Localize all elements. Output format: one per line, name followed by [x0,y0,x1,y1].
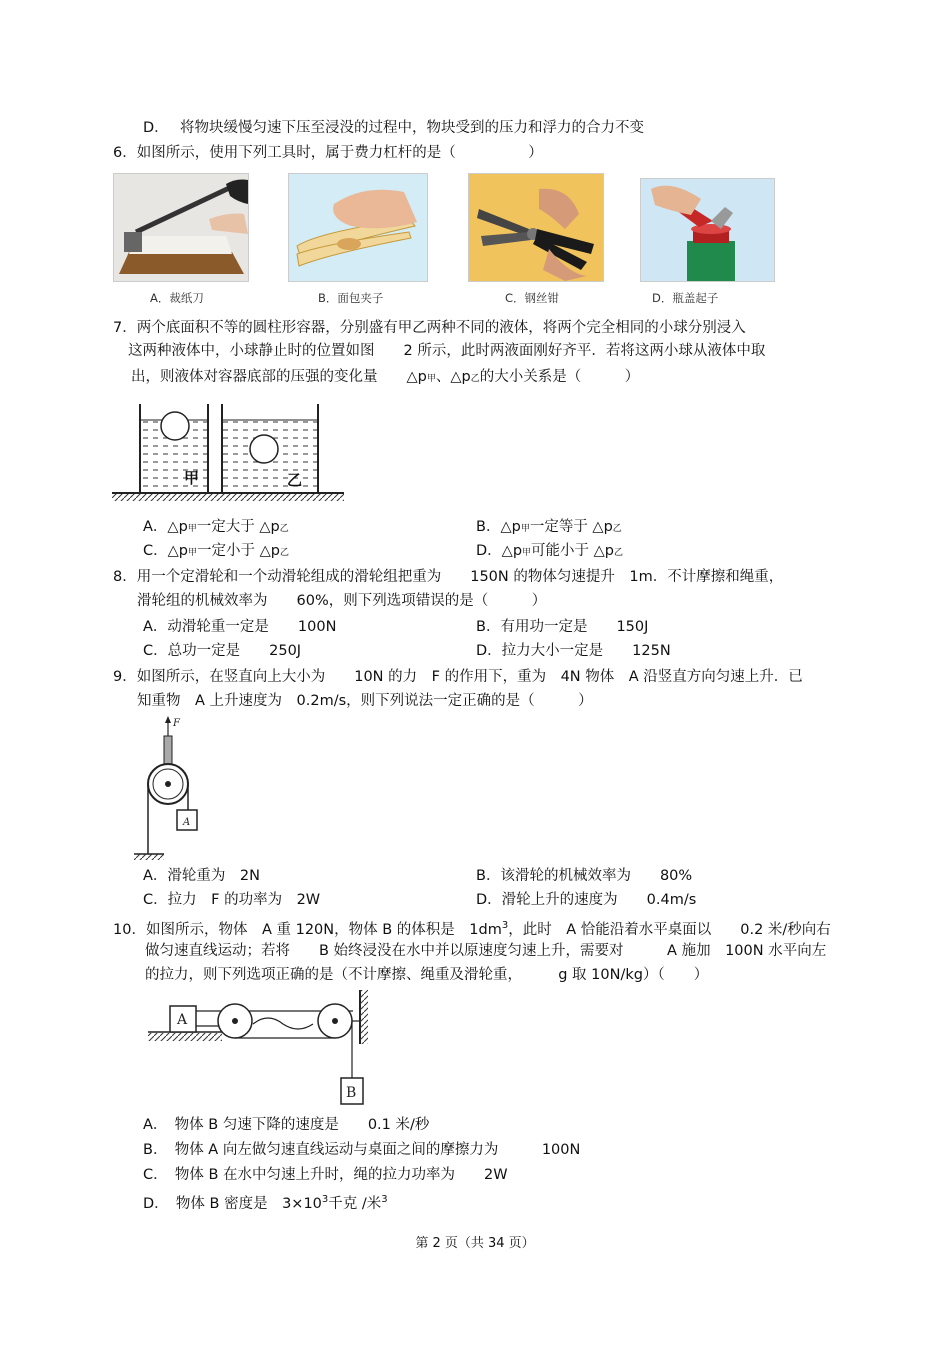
q6-stem: 6．如图所示，使用下列工具时，属于费力杠杆的是（ ） [113,145,543,161]
q10-stem-line2: 做匀速直线运动；若将 B 始终浸没在水中并以原速度匀速上升，需要对 A 施加 100N 水平向左 [145,943,827,959]
q7-opt-d-mid: 可能小于 △p [531,543,615,559]
q7-option-d [476,541,623,563]
q6-caption-c: C．钢丝钳 [505,291,560,305]
q9-option-d: D．滑轮上升的速度为 0.4m/s [476,892,697,908]
q7-opt-b-pre: B．△p [476,519,521,535]
q7-opt-c-mid: 一定小于 △p [197,543,280,559]
q10-option-b: B． 物体 A 向左做匀速直线运动与桌面之间的摩擦力为 100N [143,1142,581,1158]
q7-opt-a-sub1: 甲 [187,524,197,534]
q7-opt-b-sub2: 乙 [612,524,622,534]
bread-tongs-image [288,173,428,282]
q10-option-d [143,1190,388,1214]
q7-opt-d-sub1: 甲 [522,548,532,558]
q9-pulley-figure [130,714,210,860]
q7-line3-part-a: 出，则液体对容器底部的压强的变化量 △p [131,369,427,385]
q7-opt-c-sub1: 甲 [187,548,197,558]
bottle-opener-drawing [641,179,774,281]
label-jia: 甲 [184,469,200,487]
q7-opt-b-mid: 一定等于 △p [529,519,613,535]
q7-opt-a-mid: 一定大于 △p [196,519,280,535]
q8-stem-line1: 8．用一个定滑轮和一个动滑轮组成的滑轮组把重为 150N 的物体匀速提升 1m．不计摩擦和绳重， [113,569,784,585]
q9-option-b: B．该滑轮的机械效率为 80% [476,868,693,884]
q10-opt-d-b: 千克 /米 [328,1195,382,1212]
q8-option-a: A．动滑轮重一定是 100N [143,619,337,635]
q7-sub-jia: 甲 [426,374,436,384]
ball-yi [250,435,278,463]
q7-opt-d-pre: D．△p [476,543,523,559]
q7-opt-a-pre: A．△p [143,519,188,535]
q9-option-a: A．滑轮重为 2N [143,868,260,884]
q6-caption-a: A．裁纸刀 [150,291,204,305]
q8-stem-line2: 滑轮组的机械效率为 60%，则下列选项错误的是（ ） [137,593,547,609]
q7-opt-b-sub1: 甲 [520,524,530,534]
q7-opt-a-sub2: 乙 [279,524,289,534]
block-a-label: A [183,817,191,828]
q10-stem-line1 [113,916,831,940]
ball-jia [161,412,189,440]
q10-line1-a: 10．如图所示，物体 A 重 120N，物体 B 的体积是 1dm [113,921,502,938]
q7-option-c [143,541,289,563]
q7-opt-c-pre: C．△p [143,543,188,559]
q7-sub-yi: 乙 [470,374,480,384]
bread-tongs-drawing [289,174,427,281]
q9-stem-line1: 9．如图所示，在竖直向上大小为 10N 的力 F 的作用下，重为 4N 物体 A 沿竖直方向匀速上升．已 [113,669,803,685]
q7-line3-part-b: 、△p [435,369,471,385]
bottle-opener-image [640,178,775,282]
q10-pulley-system-figure [148,988,378,1108]
q7-stem-line2: 这两种液体中，小球静止时的位置如图 2 所示，此时两液面刚好齐平．若将这两小球从液体中取 [128,343,766,359]
q10-option-c: C． 物体 B 在水中匀速上升时，绳的拉力功率为 2W [143,1167,508,1183]
q9-option-c: C．拉力 F 的功率为 2W [143,892,321,908]
q10-option-a: A． 物体 B 匀速下降的速度是 0.1 米/秒 [143,1117,430,1133]
q7-line3-part-c: 的大小关系是（ ） [479,369,640,385]
q9-stem-line2: 知重物 A 上升速度为 0.2m/s，则下列说法一定正确的是（ ） [137,693,593,709]
q6-caption-b: B．面包夹子 [318,291,384,305]
q10-line1-sup: 3 [501,920,509,931]
paper-cutter-image [113,173,249,282]
q8-option-d: D．拉力大小一定是 125N [476,643,671,659]
q10-opt-d-sup1: 3 [321,1194,329,1205]
q7-option-b [476,517,622,539]
q10-line1-b: ，此时 A 恰能沿着水平桌面以 0.2 米/秒向右 [508,921,831,938]
block-a-label-q10: A [177,1012,188,1028]
q7-stem-line1: 7．两个底面积不等的圆柱形容器，分别盛有甲乙两种不同的液体，将两个完全相同的小球分别浸入 [113,320,746,336]
block-b-label-q10: B [346,1085,357,1101]
q7-opt-d-sub2: 乙 [614,548,624,558]
paper-cutter-drawing [114,174,248,281]
q8-option-b: B．有用功一定是 150J [476,619,649,635]
wire-pliers-image [468,173,604,282]
q7-stem-line3 [131,367,639,389]
q5-option-d-label: D． [143,120,169,136]
q10-opt-d-a: D． 物体 B 密度是 3×10 [143,1195,322,1212]
q7-containers-figure [112,402,344,506]
q10-opt-d-sup2: 3 [381,1194,388,1205]
q6-caption-d: D．瓶盖起子 [652,291,719,305]
wire-pliers-drawing [469,174,603,281]
q7-opt-c-sub2: 乙 [279,548,289,558]
q10-stem-line3: 的拉力，则下列选项正确的是（不计摩擦、绳重及滑轮重， g 取 10N/kg）（ ） [145,967,709,983]
q5-option-d-text: 将物块缓慢匀速下压至浸没的过程中，物块受到的压力和浮力的合力不变 [180,120,644,136]
q8-option-c: C．总功一定是 250J [143,643,302,659]
q7-option-a [143,517,289,539]
label-yi: 乙 [287,471,303,489]
page-footer: 第 2 页（共 34 页） [415,1236,535,1251]
force-label-f: F [173,718,180,729]
